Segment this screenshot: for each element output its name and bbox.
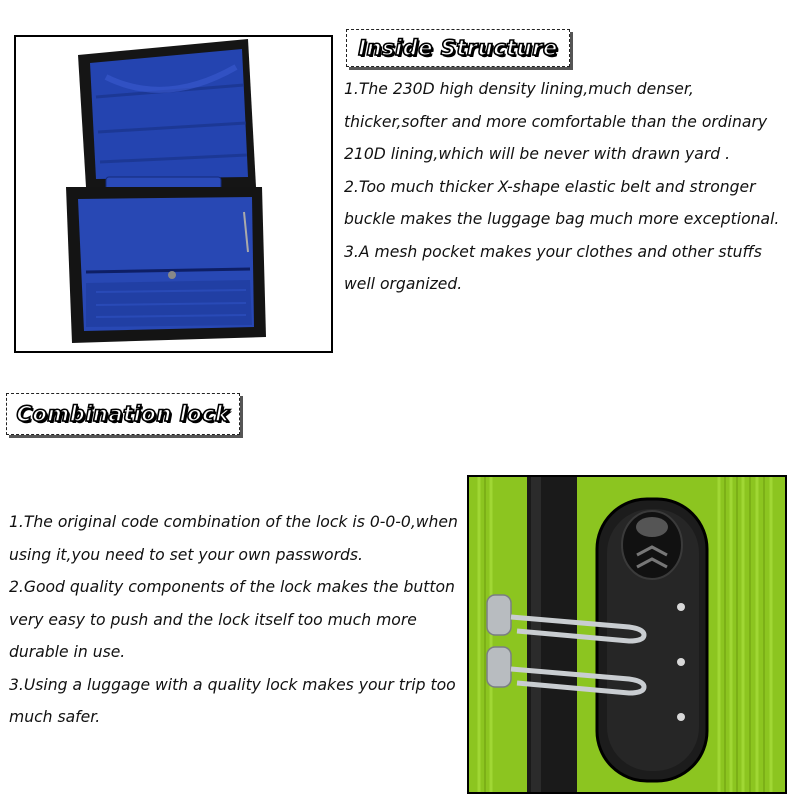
combination-lock-text xyxy=(9,506,458,734)
combination-lock-line: much safer. xyxy=(9,708,101,726)
inside-structure-title: Inside Structure xyxy=(358,36,558,60)
inside-structure-line: 2.Too much thicker X-shape elastic belt and stronger xyxy=(344,177,756,196)
inside-structure-line: 3.A mesh pocket makes your clothes and other stuffs xyxy=(344,242,762,261)
combination-lock-line: very easy to push and the lock itself too much more xyxy=(9,610,417,629)
combination-lock-photo xyxy=(467,475,787,794)
combination-lock-line: using it,you need to set your own passwords. xyxy=(9,545,363,564)
inside-structure-line: thicker,softer and more comfortable than the ordinary xyxy=(344,112,768,131)
combination-lock-line: 3.Using a luggage with a quality lock makes your trip too xyxy=(9,675,456,694)
suitcase-interior-photo xyxy=(14,35,333,353)
combination-lock-line: 2.Good quality components of the lock makes the button xyxy=(9,578,455,596)
combination-lock-line: durable in use. xyxy=(9,643,126,661)
combination-lock-line: 1.The original code combination of the lock is 0-0-0,when xyxy=(9,513,458,531)
combination-lock-illustration xyxy=(469,477,785,792)
inside-structure-text xyxy=(344,73,779,301)
suitcase-interior-illustration xyxy=(16,37,331,351)
combination-lock-title: Combination lock xyxy=(16,402,230,426)
inside-structure-line: well organized. xyxy=(344,275,463,293)
inside-structure-line: 1.The 230D high density lining,much denser, xyxy=(344,80,694,98)
combination-lock-badge xyxy=(6,393,240,435)
inside-structure-badge xyxy=(346,29,570,67)
inside-structure-line: buckle makes the luggage bag much more exceptional. xyxy=(344,210,780,228)
inside-structure-line: 210D lining,which will be never with drawn yard . xyxy=(344,145,731,163)
